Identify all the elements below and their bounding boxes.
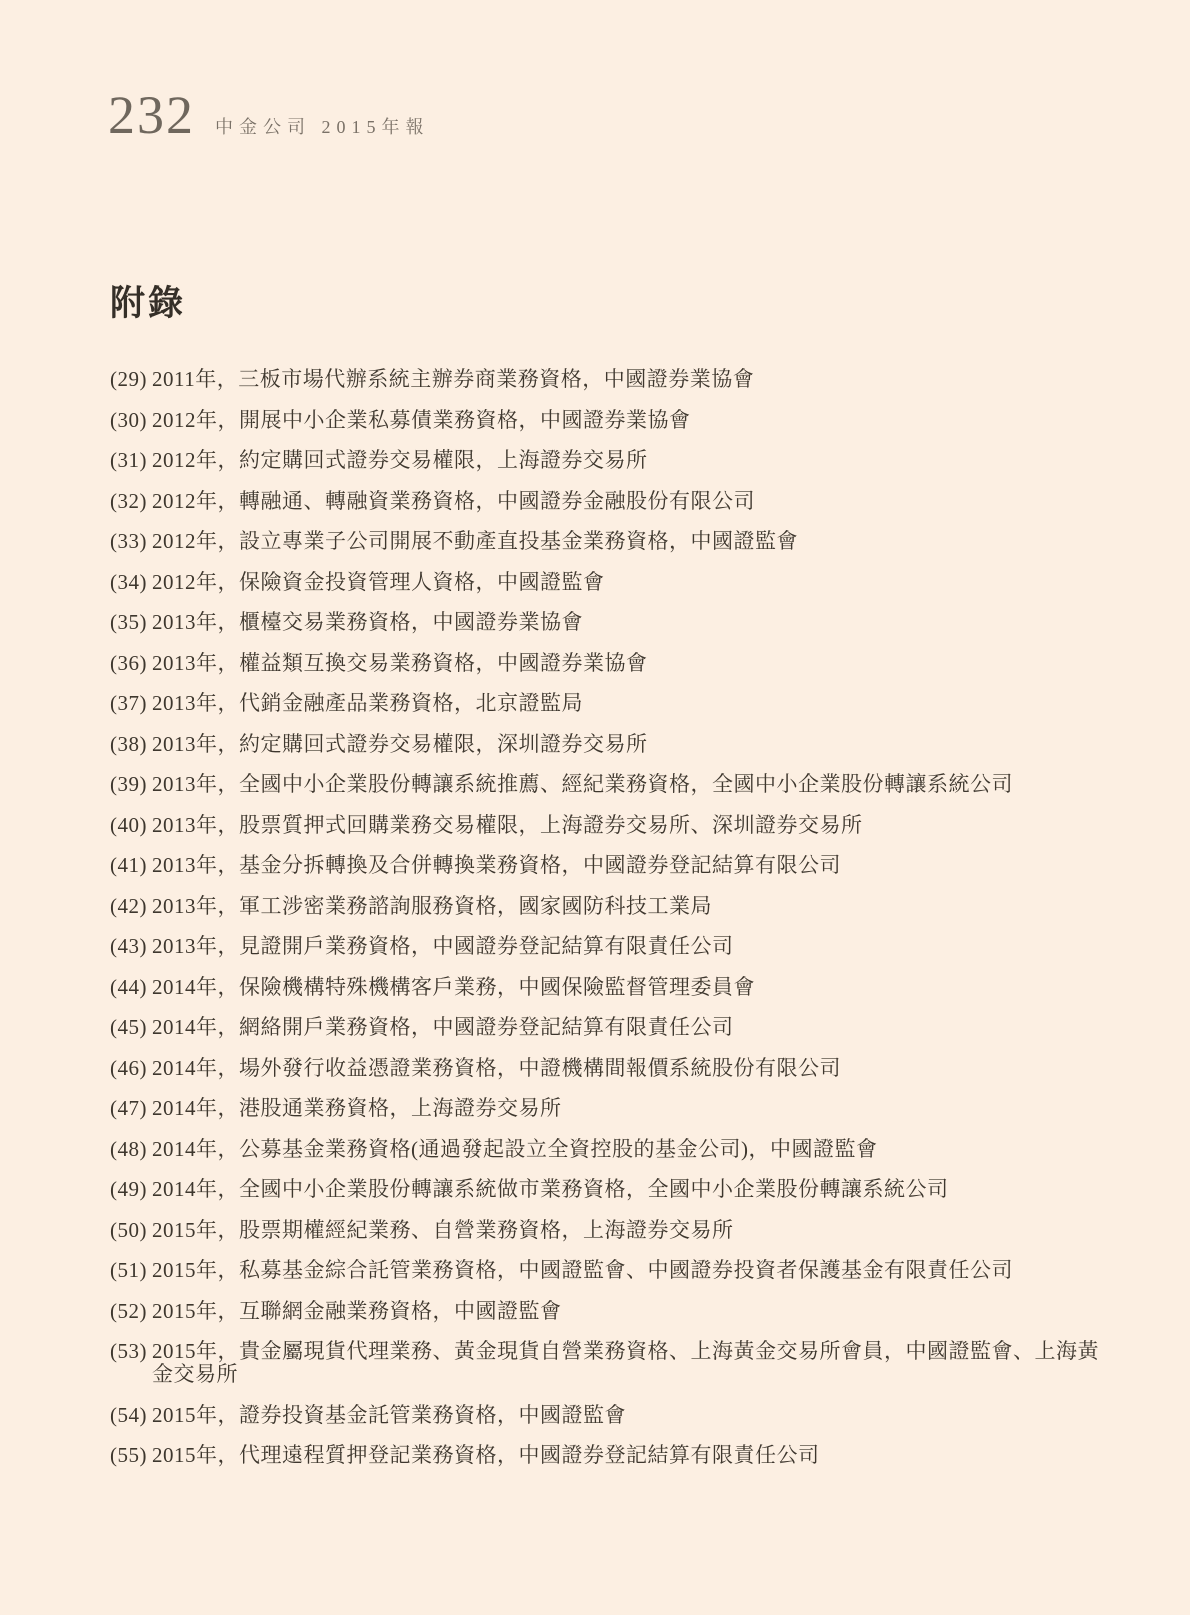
list-item	[110, 1016, 1110, 1039]
list-item	[110, 1259, 1110, 1282]
item-text: 2015年，貴金屬現貨代理業務、黃金現貨自營業務資格、上海黃金交易所會員，中國證監會、上海黃金交易所	[152, 1339, 1099, 1386]
item-number: (38)	[110, 731, 147, 756]
item-number: (30)	[110, 407, 147, 432]
item-text: 2015年，互聯網金融業務資格，中國證監會	[152, 1298, 562, 1323]
item-text: 2013年，基金分拆轉換及合併轉換業務資格，中國證券登記結算有限公司	[152, 853, 841, 877]
item-number: (46)	[110, 1055, 147, 1080]
list-item	[110, 773, 1110, 796]
list-item	[110, 449, 1110, 472]
appendix-list	[110, 368, 1110, 1485]
item-text: 2015年，私募基金綜合託管業務資格，中國證監會、中國證券投資者保護基金有限責任公司	[152, 1258, 1013, 1282]
item-number: (48)	[110, 1136, 147, 1161]
item-text: 2013年，櫃檯交易業務資格，中國證券業協會	[152, 610, 583, 634]
item-number: (44)	[110, 974, 147, 999]
item-text: 2013年，全國中小企業股份轉讓系統推薦、經紀業務資格，全國中小企業股份轉讓系統公司	[152, 772, 1013, 796]
list-item	[110, 490, 1110, 513]
item-number: (45)	[110, 1015, 147, 1039]
item-number: (35)	[110, 610, 147, 634]
item-number: (51)	[110, 1258, 147, 1282]
list-item	[110, 368, 1110, 391]
item-number: (39)	[110, 772, 147, 796]
list-item	[110, 1444, 1110, 1467]
list-item	[110, 1300, 1110, 1323]
item-number: (49)	[110, 1177, 147, 1201]
list-item	[110, 976, 1110, 999]
item-text: 2015年，代理遠程質押登記業務資格，中國證券登記結算有限責任公司	[152, 1443, 820, 1467]
list-item	[110, 530, 1110, 553]
item-text: 2014年，場外發行收益憑證業務資格，中證機構間報價系統股份有限公司	[152, 1055, 841, 1080]
item-number: (53)	[110, 1339, 147, 1363]
list-item	[110, 1097, 1110, 1120]
item-text: 2013年，權益類互換交易業務資格，中國證券業協會	[152, 650, 648, 675]
list-item	[110, 1178, 1110, 1201]
item-text: 2012年，轉融通、轉融資業務資格，中國證券金融股份有限公司	[152, 488, 755, 513]
item-text: 2015年，股票期權經紀業務、自營業務資格，上海證券交易所	[152, 1217, 734, 1242]
item-number: (55)	[110, 1443, 147, 1467]
item-text: 2012年，設立專業子公司開展不動產直投基金業務資格，中國證監會	[152, 529, 798, 553]
item-text: 2013年，軍工涉密業務諮詢服務資格，國家國防科技工業局	[152, 893, 712, 918]
item-number: (42)	[110, 893, 147, 918]
item-number: (32)	[110, 488, 147, 513]
item-text: 2014年，公募基金業務資格(通過發起設立全資控股的基金公司)，中國證監會	[152, 1136, 878, 1161]
section-title: 附錄	[110, 284, 187, 323]
page-header	[108, 85, 430, 145]
item-number: (40)	[110, 812, 147, 837]
item-text: 2014年，保險機構特殊機構客戶業務，中國保險監督管理委員會	[152, 974, 755, 999]
item-number: (50)	[110, 1217, 147, 1242]
list-item	[110, 733, 1110, 756]
list-item	[110, 692, 1110, 715]
page-number: 232	[108, 85, 195, 145]
item-number: (37)	[110, 691, 147, 715]
item-number: (41)	[110, 853, 147, 877]
item-number: (31)	[110, 448, 147, 472]
item-text: 2012年，約定購回式證券交易權限，上海證券交易所	[152, 448, 648, 472]
item-number: (36)	[110, 650, 147, 675]
list-item	[110, 571, 1110, 594]
item-text: 2012年，開展中小企業私募債業務資格，中國證券業協會	[152, 407, 691, 432]
item-text: 2014年，全國中小企業股份轉讓系統做市業務資格，全國中小企業股份轉讓系統公司	[152, 1177, 949, 1201]
list-item	[110, 1138, 1110, 1161]
item-text: 2011年，三板市場代辦系統主辦券商業務資格，中國證券業協會	[152, 367, 755, 391]
item-text: 2013年，見證開戶業務資格，中國證券登記結算有限責任公司	[152, 934, 734, 958]
list-item	[110, 814, 1110, 837]
item-text: 2014年，網絡開戶業務資格，中國證券登記結算有限責任公司	[152, 1015, 734, 1039]
list-item	[110, 409, 1110, 432]
list-item	[110, 1404, 1110, 1427]
list-item	[110, 1057, 1110, 1080]
list-item	[110, 854, 1110, 877]
item-text: 2012年，保險資金投資管理人資格，中國證監會	[152, 569, 605, 594]
item-number: (43)	[110, 934, 147, 958]
report-title: 中金公司 2015年報	[215, 117, 430, 137]
item-number: (34)	[110, 569, 147, 594]
list-item	[110, 895, 1110, 918]
item-number: (29)	[110, 367, 147, 391]
item-number: (54)	[110, 1402, 147, 1427]
list-item	[110, 935, 1110, 958]
item-text: 2013年，股票質押式回購業務交易權限，上海證券交易所、深圳證券交易所	[152, 812, 863, 837]
item-number: (47)	[110, 1096, 147, 1120]
item-text: 2013年，代銷金融產品業務資格，北京證監局	[152, 691, 583, 715]
item-number: (33)	[110, 529, 147, 553]
item-text: 2014年，港股通業務資格，上海證券交易所	[152, 1096, 562, 1120]
list-item	[110, 1340, 1110, 1386]
item-text: 2015年，證券投資基金託管業務資格，中國證監會	[152, 1402, 626, 1427]
item-number: (52)	[110, 1298, 147, 1323]
list-item	[110, 611, 1110, 634]
item-text: 2013年，約定購回式證券交易權限，深圳證券交易所	[152, 731, 648, 756]
list-item	[110, 1219, 1110, 1242]
list-item	[110, 652, 1110, 675]
